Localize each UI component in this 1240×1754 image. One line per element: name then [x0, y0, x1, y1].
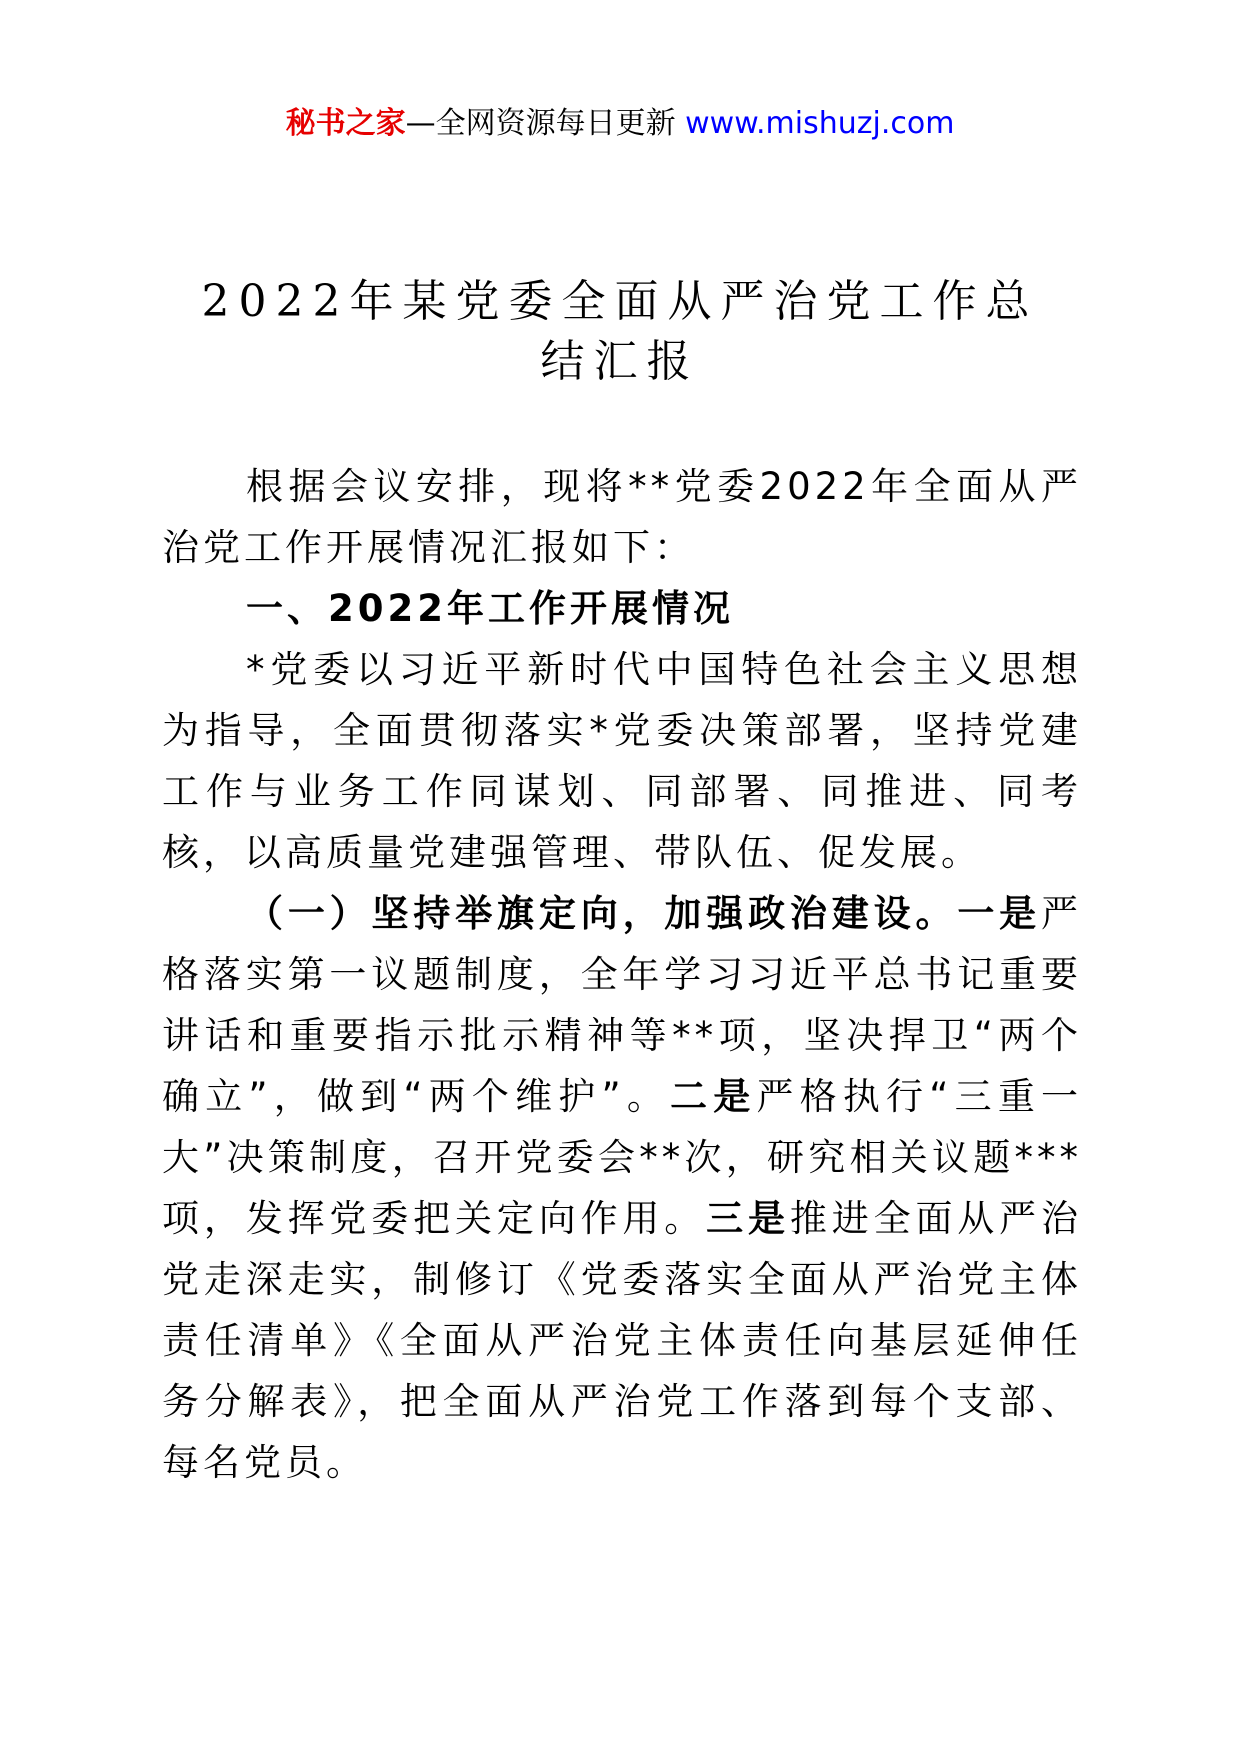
- point-text-1: 严格落实第一议题制度，全年学习习近平总书记重要讲话和重要指示批示精神等**项，坚决捍卫“两个确立”，做到“两个维护”。: [162, 892, 1083, 1118]
- sub-heading: （一）坚持举旗定向，加强政治建设。: [246, 892, 958, 935]
- document-body: [162, 456, 1082, 1493]
- overview-paragraph: *党委以习近平新时代中国特色社会主义思想为指导，全面贯彻落实*党委决策部署，坚持党建工作与业务工作同谋划、同部署、同推进、同考核，以高质量党建强管理、带队伍、促发展。: [162, 648, 1082, 874]
- intro-paragraph: 根据会议安排，现将**党委2022年全面从严治党工作开展情况汇报如下：: [162, 465, 1082, 569]
- point-lead-3: 三是: [706, 1197, 790, 1240]
- point-text-3: 推进全面从严治党走深走实，制修订《党委落实全面从严治党主体责任清单》《全面从严治党主体责任向基层延伸任务分解表》，把全面从严治党工作落到每个支部、每名党员。: [162, 1197, 1083, 1484]
- title-line-1: 2022年某党委全面从严治党工作总: [201, 276, 1039, 327]
- document-title: [150, 272, 1090, 392]
- title-line-2: 结汇报: [540, 336, 700, 387]
- site-url-link[interactable]: www.mishuzj.com: [685, 106, 955, 141]
- point-text-2: 严格执行“三重一大”决策制度，召开党委会**次，研究相关议题***项，发挥党委把关定向作用。: [162, 1075, 1083, 1240]
- site-tagline: —全网资源每日更新: [405, 106, 686, 141]
- political-building-paragraph: [162, 883, 1082, 1493]
- site-header: [0, 102, 1240, 146]
- point-lead-1: 一是: [957, 892, 1042, 935]
- section-heading: 一、2022年工作开展情况: [246, 587, 734, 630]
- point-lead-2: 二是: [670, 1075, 757, 1118]
- site-brand: 秘书之家: [285, 106, 406, 141]
